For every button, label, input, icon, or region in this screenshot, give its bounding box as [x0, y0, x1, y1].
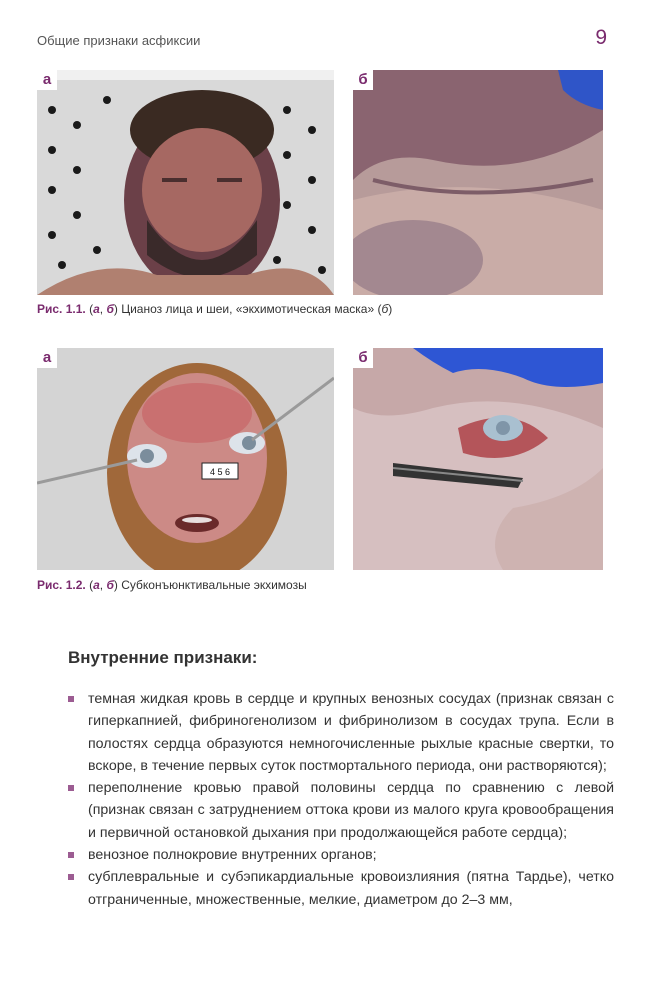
figure-1-2-caption: Рис. 1.2. (а, б) Субконъюнктивальные экхимозы: [37, 578, 307, 592]
section-heading: Внутренние признаки:: [68, 648, 258, 667]
bullet-icon: [68, 874, 74, 880]
figure-1-1-photo-a: [37, 70, 334, 295]
list-item: переполнение кровью правой половины сердца по сравнению с левой (признак связан с затруднением оттока крови из малого круга кровообращения и первичной остановкой дыхания при продолжающейся работе сердца);: [68, 777, 614, 844]
figure-1-1-caption: Рис. 1.1. (а, б) Цианоз лица и шеи, «экхимотическая маска» (б): [37, 302, 393, 316]
scale-ruler-label: 4 5 6: [209, 467, 231, 477]
figure-1-2-photo-b: [353, 348, 603, 570]
panel-label-b: б: [353, 348, 373, 368]
bullet-icon: [68, 852, 74, 858]
figure-1-2-photo-a: [37, 348, 334, 570]
panel-label-a: а: [37, 70, 57, 90]
panel-label-b: б: [353, 70, 373, 90]
eye-ecchymosis-closeup-image: [353, 348, 603, 570]
internal-signs-list: [68, 688, 614, 911]
page-number: 9: [595, 26, 607, 49]
panel-label-a: а: [37, 348, 57, 368]
figure-1-1-photo-b: [353, 70, 603, 295]
bullet-icon: [68, 785, 74, 791]
list-item: темная жидкая кровь в сердце и крупных венозных сосудах (признак связан с гиперкапнией, фибриногенолизом и фибринолизом в сосудах трупа. Если в полостях сердца образуются немногочисленные рыхлые красные свертки, то вскоре, в течение первых суток постмортального периода, они растворяются);: [68, 688, 614, 777]
list-item: субплевральные и субэпикардиальные кровоизлияния (пятна Тардье), четко отграниченные, множественные, мелкие, диаметром до 2–3 мм,: [68, 866, 614, 911]
subconjunctival-face-image: [37, 348, 334, 570]
list-item: венозное полнокровие внутренних органов;: [68, 844, 614, 866]
neck-ecchymotic-mask-image: [353, 70, 603, 295]
cyanotic-face-image: [37, 70, 334, 295]
running-title: Общие признаки асфиксии: [37, 33, 201, 48]
bullet-icon: [68, 696, 74, 702]
